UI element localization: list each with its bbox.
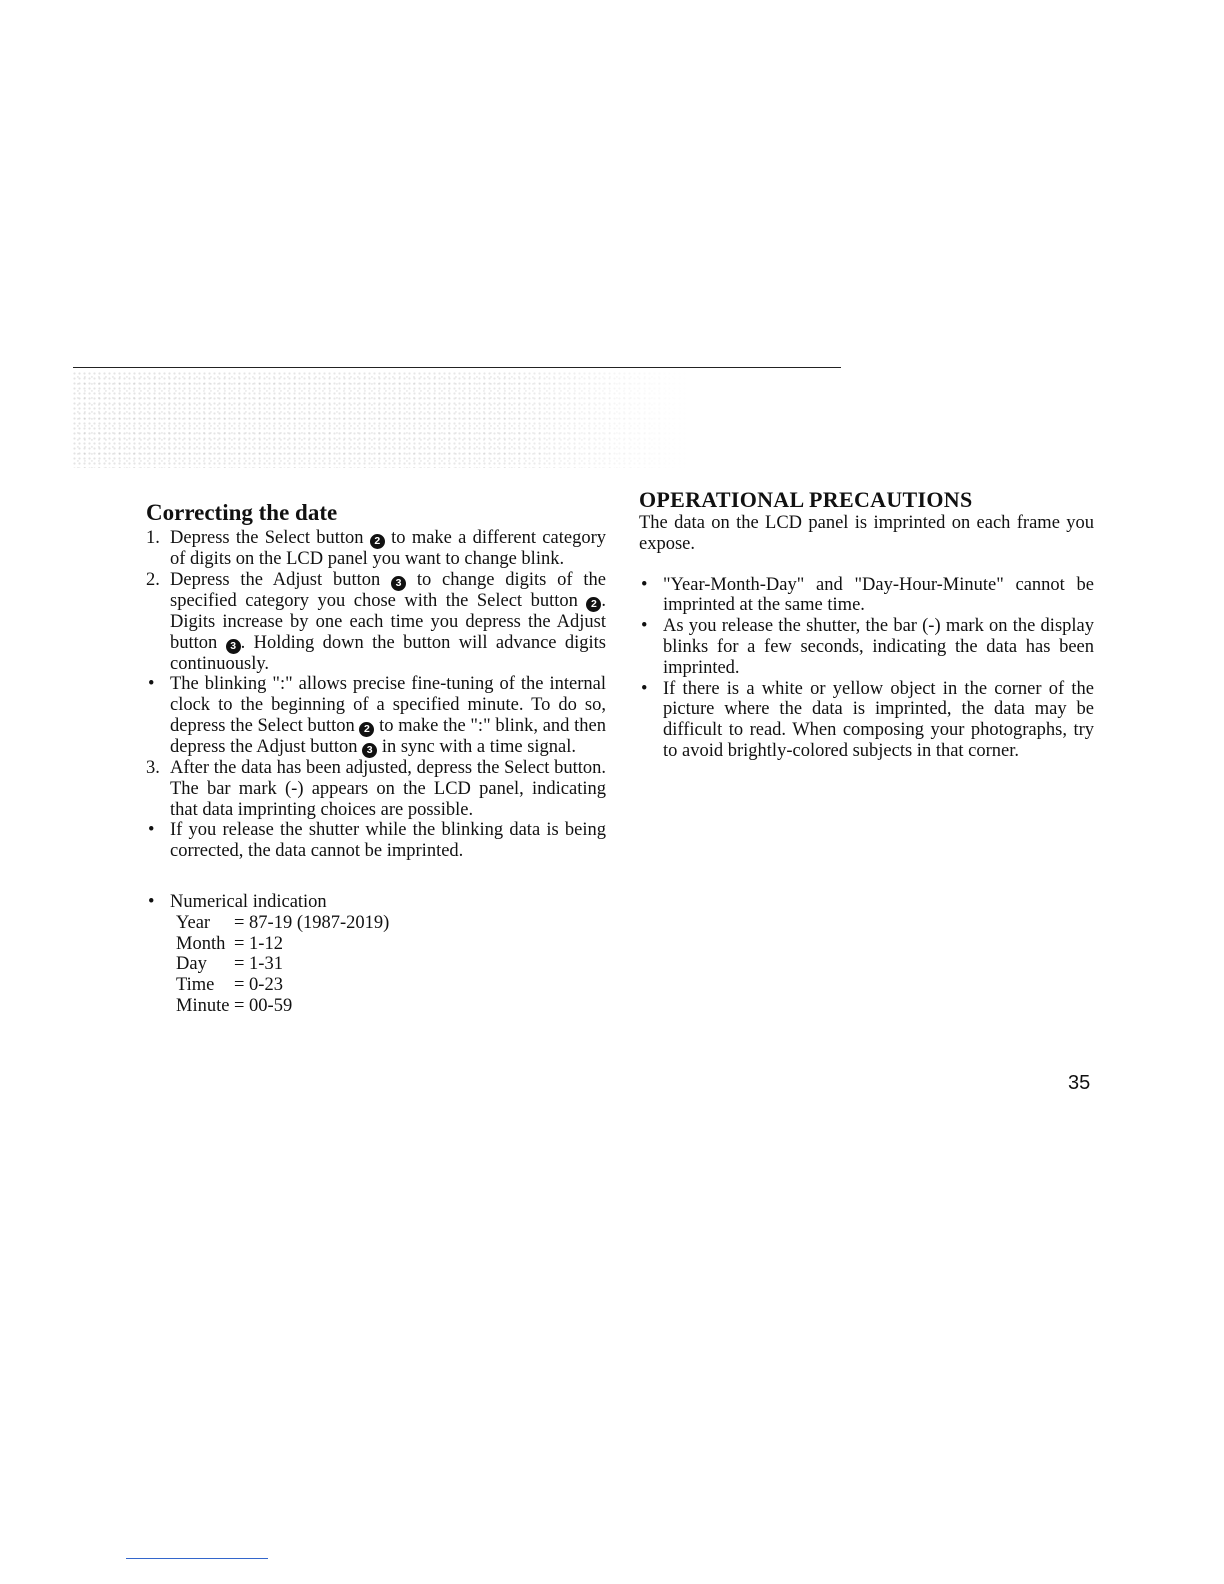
- bullet-marker: •: [148, 820, 155, 841]
- circled-2-icon: 2: [586, 597, 601, 612]
- halftone-header-band: [73, 372, 693, 468]
- bullet-marker: •: [641, 678, 648, 699]
- numerical-table: [176, 913, 389, 1017]
- step-number: 1.: [146, 528, 160, 548]
- step-text: Depress the Select button 2 to make a different category of digits on the LCD panel you want to change blink.: [170, 528, 606, 569]
- step-number: 3.: [146, 757, 160, 778]
- bullet-marker: •: [641, 616, 648, 637]
- bullet-marker: •: [641, 574, 648, 595]
- bullet-text: If there is a white or yellow object in the corner of the picture where the data is imprinted, the data may be difficult to read. When composing your photographs, try to avoid brightly-colored subjects in that corner.: [663, 678, 1094, 761]
- numerical-label: Month: [176, 933, 226, 954]
- bullet-text: "Year-Month-Day" and "Day-Hour-Minute" cannot be imprinted at the same time.: [663, 574, 1094, 616]
- bullet-marker: •: [148, 674, 155, 695]
- circled-3-icon: 3: [362, 743, 377, 758]
- bullet-text: As you release the shutter, the bar (-) mark on the display blinks for a few seconds, indicating the data has been imprinted.: [663, 616, 1094, 678]
- section-title-operational-precautions: OPERATIONAL PRECAUTIONS: [639, 487, 973, 512]
- numerical-indication: [146, 892, 606, 913]
- right-column: [639, 487, 1094, 762]
- bullet-marker: •: [148, 891, 155, 912]
- numerical-value: = 1-31: [234, 954, 283, 975]
- section-title-correcting-date: Correcting the date: [146, 500, 338, 525]
- table-row: [176, 975, 389, 996]
- circled-3-icon: 3: [226, 639, 241, 654]
- table-row: [176, 913, 389, 934]
- list-item: [146, 570, 606, 675]
- table-row: [176, 954, 389, 975]
- list-item: [146, 820, 606, 862]
- circled-2-icon: 2: [359, 722, 374, 737]
- precautions-intro: The data on the LCD panel is imprinted on each frame you expose.: [639, 513, 1094, 554]
- step-text: Depress the Adjust button 3 to change digits of the specified category you chose with the Select button 2 . Digits increase by one each time you depress the Adjust button 3 . Holding down the button will advance digits continuously.: [170, 569, 607, 674]
- step-text: The blinking ":" allows precise fine-tuning of the internal clock to the beginning of a specified minute. To do so, depress the Select button 2 to make the ":" blink, and then depress the Adjust button 3 in sync with a time signal.: [170, 674, 606, 757]
- numerical-value: = 0-23: [234, 975, 283, 996]
- list-item: [146, 528, 606, 570]
- step-number: 2.: [146, 569, 160, 590]
- list-item: [639, 679, 1094, 762]
- list-item: [146, 674, 606, 758]
- left-column: [146, 500, 606, 1017]
- footer-rule: [126, 1558, 268, 1559]
- numerical-heading: Numerical indication: [170, 891, 327, 912]
- list-item: [146, 758, 606, 820]
- header-rule: [73, 367, 841, 368]
- circled-2-icon: 2: [370, 534, 385, 549]
- numerical-label: Time: [176, 975, 215, 996]
- page-number: 35: [1068, 1072, 1091, 1094]
- circled-3-icon: 3: [391, 576, 406, 591]
- numerical-value: = 00-59: [234, 995, 293, 1016]
- numerical-label: Day: [176, 954, 207, 975]
- numerical-label: Year: [176, 912, 211, 933]
- numerical-value: = 87-19 (1987-2019): [234, 912, 390, 933]
- list-item: [639, 575, 1094, 617]
- step-text: After the data has been adjusted, depress the Select button. The bar mark (-) appears on the LCD panel, indicating that data imprinting choices are possible.: [170, 757, 606, 820]
- step-text: If you release the shutter while the blinking data is being corrected, the data cannot be imprinted.: [170, 820, 606, 862]
- table-row: [176, 934, 389, 955]
- list-item: [639, 616, 1094, 678]
- numerical-label: Minute: [176, 995, 230, 1016]
- table-row: [176, 996, 389, 1017]
- numerical-value: = 1-12: [234, 933, 283, 954]
